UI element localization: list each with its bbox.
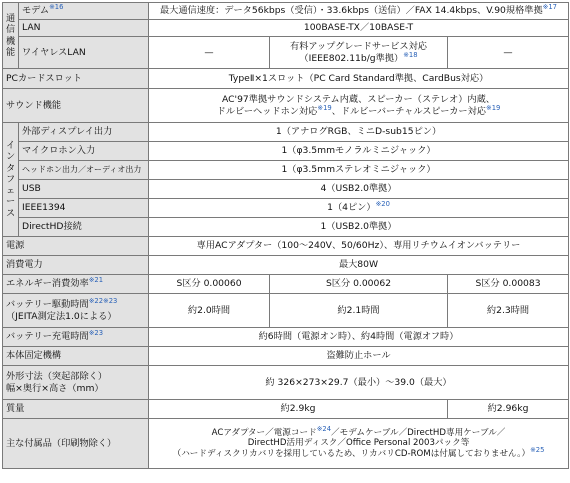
efficiency-label: エネルギー消費効率$^{※21}$: [3, 275, 149, 294]
lan-value: 100BASE-TX／10BASE-T: [149, 20, 569, 37]
battery-time-label: バッテリー駆動時間$^{※22※23}$ （JEITA測定法1.0による）: [3, 294, 149, 328]
modem-value: 最大通信速度：データ56kbps（受信）・33.6kbps（送信）／FAX 14.4kbps、V.90規格準拠$^{※17}$: [149, 3, 569, 20]
usb-label: USB: [19, 180, 149, 199]
consumption-label: 消費電力: [3, 256, 149, 275]
pccard-label: PCカードスロット: [3, 69, 149, 89]
battery-time-value-c: 約2.3時間: [448, 294, 569, 328]
group-interface: イ ン タ フ ェ ー ス: [3, 123, 19, 237]
directhd-label: DirectHD接続: [19, 218, 149, 237]
battery-time-value-b: 約2.1時間: [270, 294, 448, 328]
sound-value: AC'97準拠サウンドシステム内蔵、スピーカー（ステレオ）内蔵、 ドルビーヘッドホン対応$^{※19}$、ドルビーバーチャルスピーカー対応$^{※19}$: [149, 89, 569, 123]
headphone-label: ヘッドホン出力／オーディオ出力: [19, 161, 149, 180]
lock-label: 本体固定機構: [3, 347, 149, 366]
efficiency-value-a: S区分 0.00060: [149, 275, 270, 294]
efficiency-value-c: S区分 0.00083: [448, 275, 569, 294]
mic-label: マイクロホン入力: [19, 142, 149, 161]
charge-time-value: 約6時間（電源オン時）、約4時間（電源オフ時）: [149, 328, 569, 347]
wireless-lan-value-c: —: [448, 37, 569, 69]
wireless-lan-value-b: 有料アップグレードサービス対応 （IEEE802.11b/g準拠）$^{※18}$: [270, 37, 448, 69]
modem-label: モデム$^{※16}$: [19, 3, 149, 20]
sound-label: サウンド機能: [3, 89, 149, 123]
charge-time-label: バッテリー充電時間$^{※23}$: [3, 328, 149, 347]
dimensions-value: 約 326×273×29.7（最小）～39.0（最大）: [149, 366, 569, 400]
weight-value-a: 約2.9kg: [149, 400, 448, 419]
accessories-label: 主な付属品（印刷物除く）: [3, 419, 149, 469]
mic-value: 1（φ3.5mmモノラルミニジャック）: [149, 142, 569, 161]
wireless-lan-label: ワイヤレスLAN: [19, 37, 149, 69]
power-value: 専用ACアダプター（100～240V、50/60Hz）、専用リチウムイオンバッテリー: [149, 237, 569, 256]
consumption-value: 最大80W: [149, 256, 569, 275]
lan-label: LAN: [19, 20, 149, 37]
ext-display-value: 1（アナログRGB、ミニD-sub15ピン）: [149, 123, 569, 142]
weight-value-b: 約2.96kg: [448, 400, 569, 419]
usb-value: 4（USB2.0準拠）: [149, 180, 569, 199]
dimensions-label: 外形寸法（突起部除く） 幅×奥行×高さ（mm）: [3, 366, 149, 400]
accessories-value: ACアダプター／電源コード$^{※24}$／モデムケーブル／DirectHD専用ケーブル／ DirectHD活用ディスク／Office Personal 2003パック等 （ハードディスクリカバリを採用しているため、リカバリCD-ROMは付属しておりません。）$^{※25}$: [149, 419, 569, 469]
ext-display-label: 外部ディスプレイ出力: [19, 123, 149, 142]
wireless-lan-value-a: —: [149, 37, 270, 69]
lock-value: 盗難防止ホール: [149, 347, 569, 366]
weight-label: 質量: [3, 400, 149, 419]
group-communication: 通 信 機 能: [3, 3, 19, 69]
battery-time-value-a: 約2.0時間: [149, 294, 270, 328]
headphone-value: 1（φ3.5mmステレオミニジャック）: [149, 161, 569, 180]
pccard-value: TypeⅡ×1スロット（PC Card Standard準拠、CardBus対応）: [149, 69, 569, 89]
directhd-value: 1（USB2.0準拠）: [149, 218, 569, 237]
ieee1394-value: 1（4ピン）$^{※20}$: [149, 199, 569, 218]
spec-table: [2, 2, 569, 469]
efficiency-value-b: S区分 0.00062: [270, 275, 448, 294]
power-label: 電源: [3, 237, 149, 256]
ieee1394-label: IEEE1394: [19, 199, 149, 218]
